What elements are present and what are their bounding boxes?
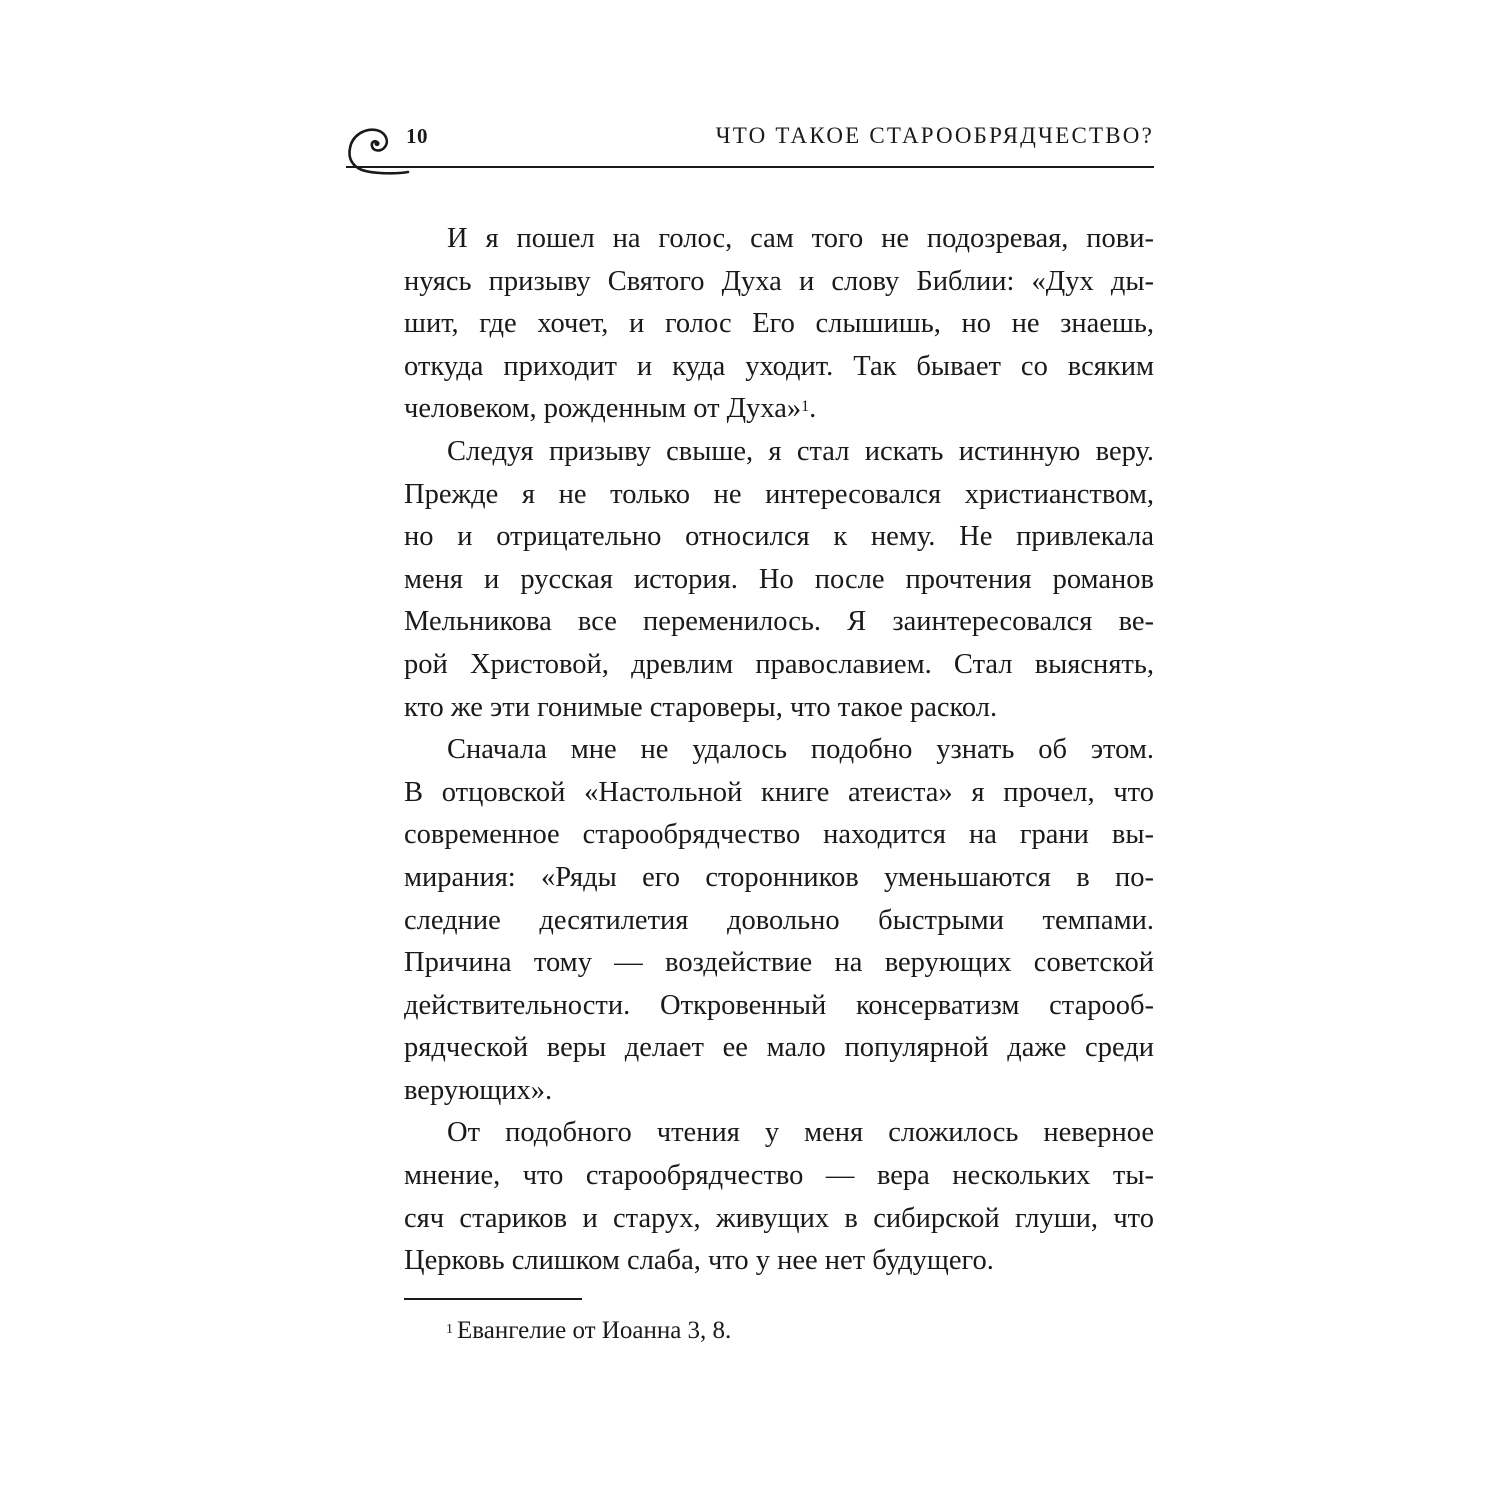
spiral-ornament-icon [346,116,412,178]
body-text [404,218,1154,1283]
text-line: нуясь призыву Святого Духа и слову Библии: «Дух ды- [404,265,1154,297]
running-title: ЧТО ТАКОЕ СТАРООБРЯДЧЕСТВО? [715,123,1154,148]
text-line: мирания: «Ряды его сторонников уменьшаются в по- [404,861,1154,893]
text-line: следние десятилетия довольно быстрыми темпами. [404,904,1154,936]
text-line: сяч стариков и старух, живущих в сибирской глуши, что [404,1202,1154,1234]
text-line: рядческой веры делает ее мало популярной даже среди [404,1032,1154,1064]
footnote-rule [404,1298,582,1300]
text-line: Церковь слишком слаба, что у нее нет будущего. [404,1245,994,1277]
text-line: В отцовской «Настольной книге атеиста» я прочел, что [404,776,1154,808]
footnote-text: Евангелие от Иоанна 3, 8. [457,1317,732,1344]
footnote-marker: 1 [446,1322,453,1337]
paragraph [404,729,1154,1112]
text-line: откуда приходит и куда уходит. Так бывает со всяким [404,350,1154,382]
text-line: меня и русская история. Но после прочтения романов [404,563,1154,595]
text-line: современное старообрядчество находится на грани вы- [404,819,1154,851]
text-line: Причина тому — воздействие на верующих советской [404,947,1154,979]
text-line-content: человеком, рожденным от Духа» [404,393,802,425]
text-line: но и отрицательно относился к нему. Не привлекала [404,521,1154,553]
text-line-tail: . [809,393,817,425]
page-header [346,112,1154,172]
footnote [446,1315,731,1347]
page-number: 10 [406,124,428,148]
text-line: шит, где хочет, и голос Его слышишь, но не знаешь, [404,308,1154,340]
text-line: мнение, что старообрядчество — вера нескольких ты- [404,1160,1154,1192]
footnote-reference[interactable]: 1 [801,398,810,416]
paragraph [404,218,1154,431]
text-line: Сначала мне не удалось подобно узнать об этом. [447,734,1154,766]
text-line: Следуя призыву свыше, я стал искать истинную веру. [447,435,1154,467]
header-rule [346,166,1154,168]
text-line: Прежде я не только не интересовался христианством, [404,478,1154,510]
text-line: От подобного чтения у меня сложилось неверное [447,1117,1154,1149]
text-line: действительности. Откровенный консерватизм старооб- [404,989,1154,1021]
text-line: И я пошел на голос, сам того не подозревая, пови- [447,223,1154,254]
text-line: кто же эти гонимые староверы, что такое раскол. [404,691,998,723]
paragraph [404,431,1154,729]
text-line: верующих». [404,1074,553,1106]
paragraph [404,1112,1154,1282]
text-line [404,388,1154,431]
text-line: Мельникова все переменилось. Я заинтересовался ве- [404,606,1154,638]
text-line: рой Христовой, древлим православием. Стал выяснять, [404,648,1154,680]
